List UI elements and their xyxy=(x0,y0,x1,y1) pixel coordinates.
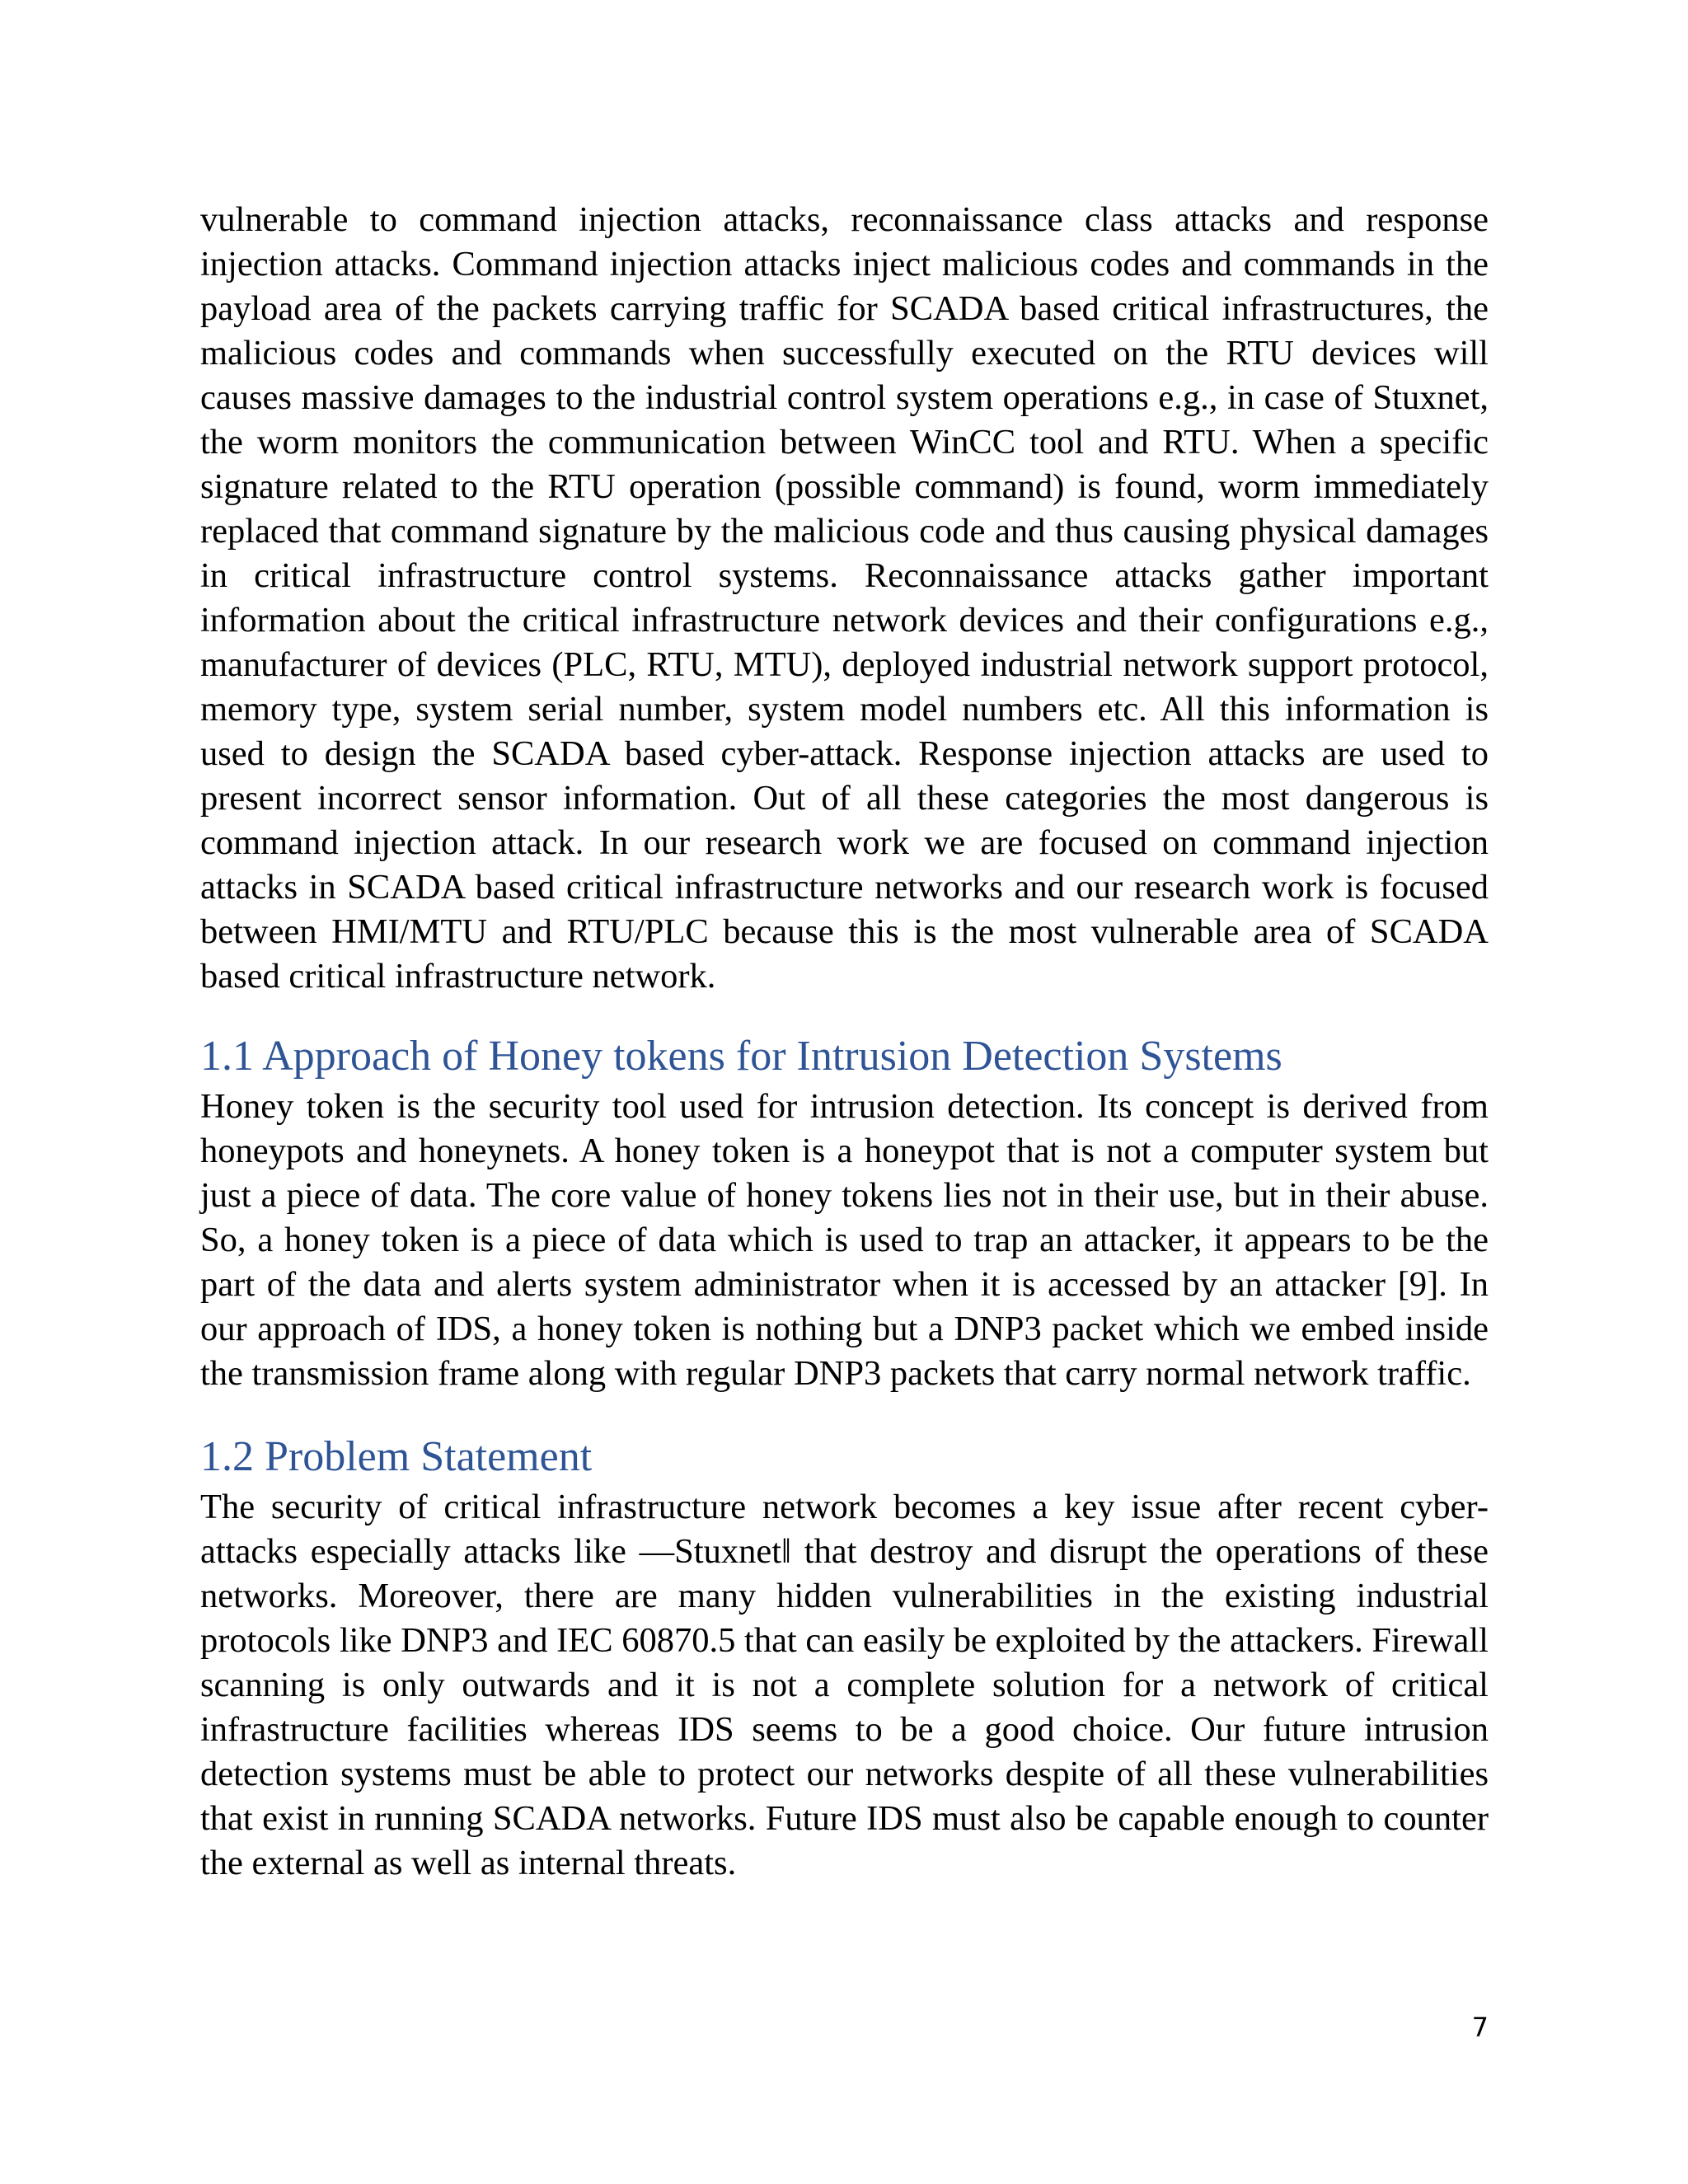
body-paragraph-honey-tokens: Honey token is the security tool used for intrusion detection. Its concept is derived from honeypots and honeynets. A honey token is a honeypot that is not a computer system but just a piece of data. The core value of honey tokens lies not in their use, but in their abuse. So, a honey token is a piece of data which is used to trap an attacker, it appears to be the part of the data and alerts system administrator when it is accessed by an attacker [9]. In our approach of IDS, a honey token is nothing but a DNP3 packet which we embed inside the transmission frame along with regular DNP3 packets that carry normal network traffic. xyxy=(200,1087,1489,1393)
body-paragraph-intro: vulnerable to command injection attacks, reconnaissance class attacks and response injection attacks. Command injection attacks inject malicious codes and commands in the payload area of the packets carrying traffic for SCADA based critical infrastructures, the malicious codes and commands when successfully executed on the RTU devices will causes massive damages to the industrial control system operations e.g., in case of Stuxnet, the worm monitors the communication between WinCC tool and RTU. When a specific signature related to the RTU operation (possible command) is found, worm immediately replaced that command signature by the malicious code and thus causing physical damages in critical infrastructure control systems. Reconnaissance attacks gather important information about the critical infrastructure network devices and their configurations e.g., manufacturer of devices (PLC, RTU, MTU), deployed industrial network support protocol, memory type, system serial number, system model numbers etc. All this information is used to design the SCADA based cyber-attack. Response injection attacks are used to present incorrect sensor information. Out of all these categories the most dangerous is command injection attack. In our research work we are focused on command injection attacks in SCADA based critical infrastructure networks and our research work is focused between HMI/MTU and RTU/PLC because this is the most vulnerable area of SCADA based critical infrastructure network. xyxy=(200,200,1489,996)
section-heading-honey-tokens: 1.1 Approach of Honey tokens for Intrusion Detection Systems xyxy=(200,1033,1282,1080)
section-heading-problem-statement: 1.2 Problem Statement xyxy=(200,1433,593,1480)
body-paragraph-problem-statement: The security of critical infrastructure network becomes a key issue after recent cyber-attacks especially attacks like ―Stuxnet‖ that destroy and disrupt the operations of these networks. Moreover, there are many hidden vulnerabilities in the existing industrial protocols like DNP3 and IEC 60870.5 that can easily be exploited by the attackers. Firewall scanning is only outwards and it is not a complete solution for a network of critical infrastructure facilities whereas IDS seems to be a good choice. Our future intrusion detection systems must be able to protect our networks despite of all these vulnerabilities that exist in running SCADA networks. Future IDS must also be capable enough to counter the external as well as internal threats. xyxy=(200,1488,1489,1882)
page-content xyxy=(200,198,1489,1886)
page-number: 7 xyxy=(1471,2012,1489,2043)
